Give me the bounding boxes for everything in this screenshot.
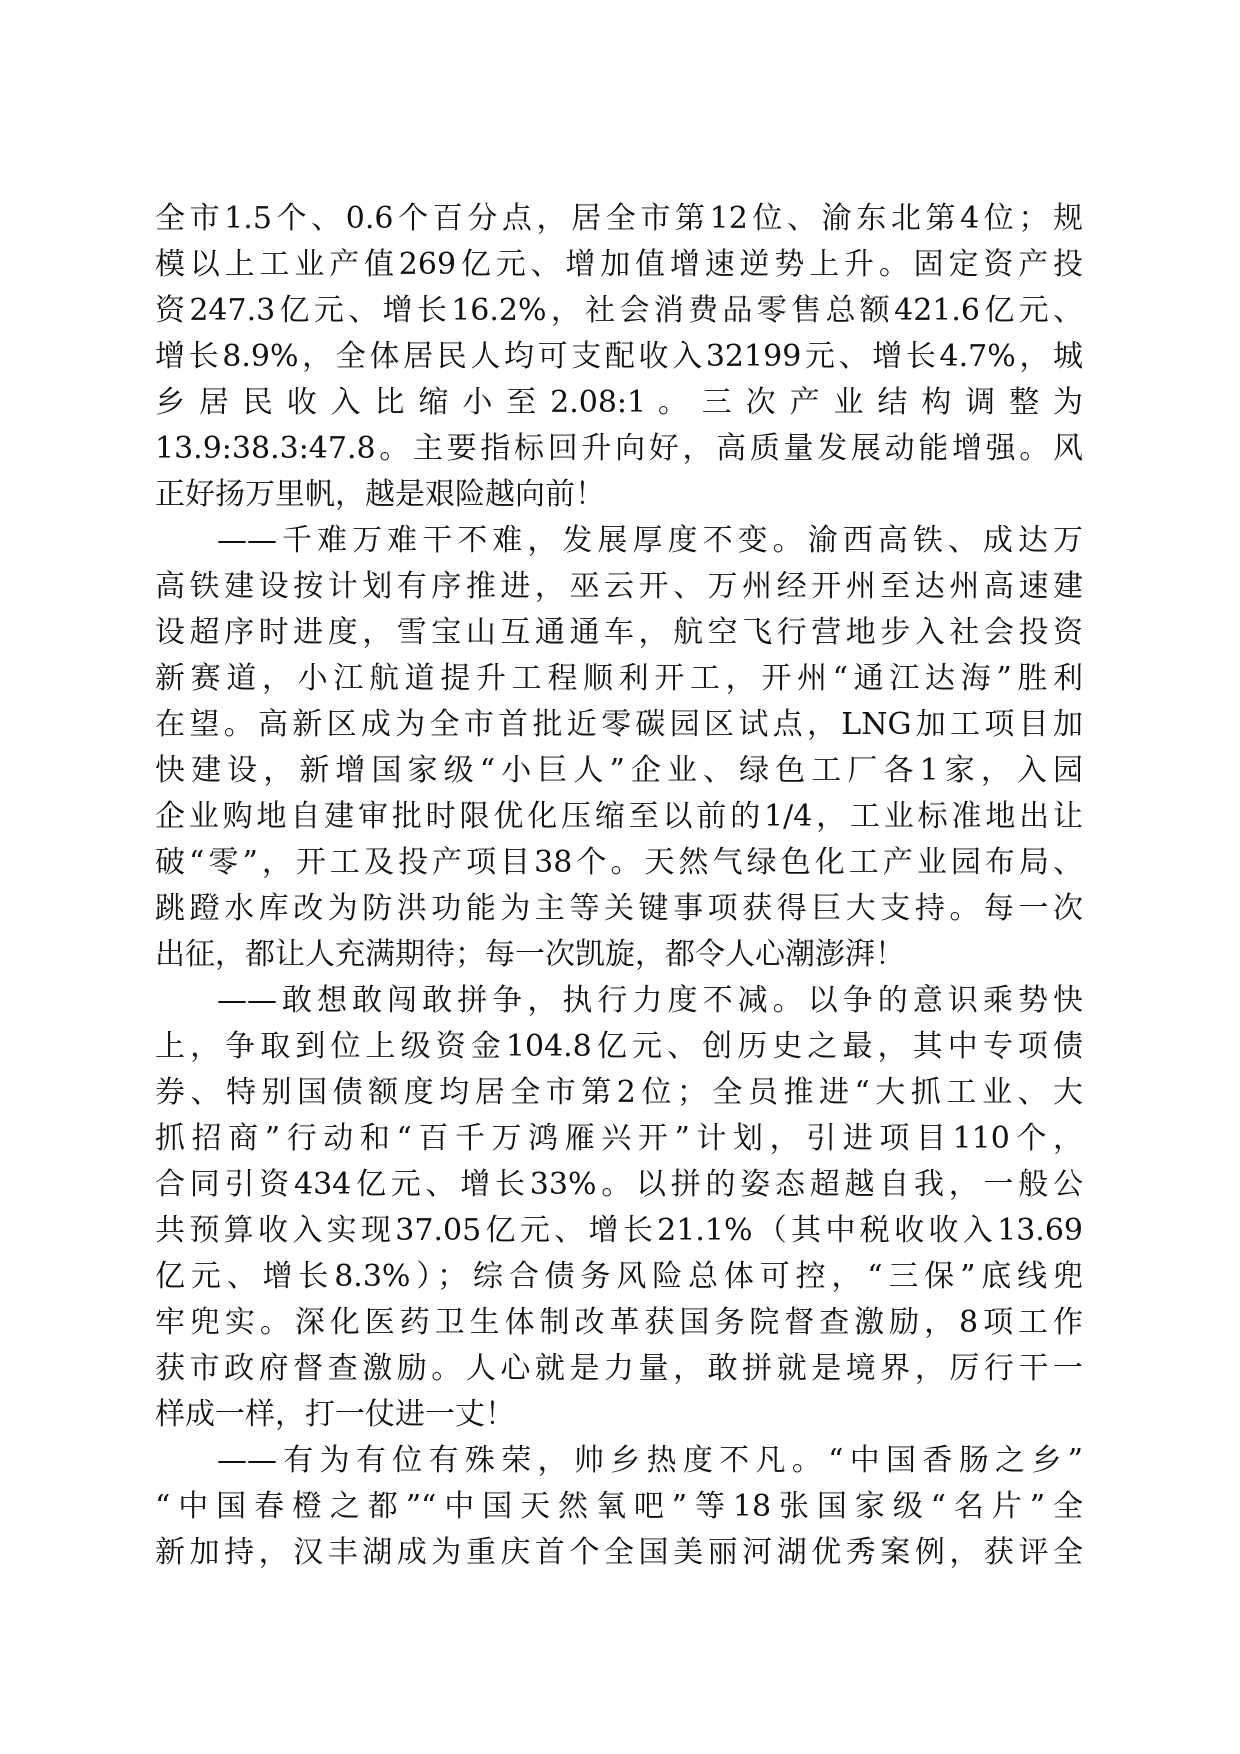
text-line: 券、特别国债额度均居全市第2位；全员推进“大抓工业、大	[155, 1075, 1083, 1110]
text-line: 共预算收入实现37.05亿元、增长21.1%（其中税收收入13.69	[155, 1213, 1083, 1248]
text-line: 13.9:38.3:47.8。主要指标回升向好，高质量发展动能增强。风	[155, 431, 1083, 466]
text-line: 新赛道，小江航道提升工程顺利开工，开州“通江达海”胜利	[155, 661, 1083, 696]
text-line: 高铁建设按计划有序推进，巫云开、万州经开州至达州高速建	[155, 569, 1083, 604]
text-line: 增长8.9%，全体居民人均可支配收入32199元、增长4.7%，城	[155, 339, 1083, 374]
body-text	[155, 196, 1083, 1576]
paragraph-start-line: ——千难万难干不难，发展厚度不变。渝西高铁、成达万	[217, 523, 1083, 558]
text-line: 全市1.5个、0.6个百分点，居全市第12位、渝东北第4位；规	[155, 201, 1083, 236]
text-line: 牢兜实。深化医药卫生体制改革获国务院督查激励，8项工作	[155, 1305, 1083, 1340]
text-line: 新加持，汉丰湖成为重庆首个全国美丽河湖优秀案例，获评全	[155, 1535, 1083, 1570]
text-line: 资247.3亿元、增长16.2%，社会消费品零售总额421.6亿元、	[155, 293, 1083, 328]
text-line: 亿元、增长8.3%）；综合债务风险总体可控，“三保”底线兜	[155, 1259, 1083, 1294]
text-line: 在望。高新区成为全市首批近零碳园区试点，LNG加工项目加	[155, 707, 1083, 742]
text-line: 抓招商”行动和“百千万鸿雁兴开”计划，引进项目110个，	[155, 1121, 1083, 1156]
text-line: 正好扬万里帆，越是艰险越向前！	[155, 477, 605, 512]
paragraph-start-line: ——敢想敢闯敢拼争，执行力度不减。以争的意识乘势快	[217, 983, 1083, 1018]
text-line: 设超序时进度，雪宝山互通通车，航空飞行营地步入社会投资	[155, 615, 1083, 650]
text-line: 破“零”，开工及投产项目38个。天然气绿色化工产业园布局、	[155, 845, 1083, 880]
text-line: 合同引资434亿元、增长33%。以拼的姿态超越自我，一般公	[155, 1167, 1083, 1202]
text-line: 快建设，新增国家级“小巨人”企业、绿色工厂各1家，入园	[155, 753, 1083, 788]
paragraph-start-line: ——有为有位有殊荣，帅乡热度不凡。“中国香肠之乡”	[217, 1443, 1083, 1478]
text-line: 跳蹬水库改为防洪功能为主等关键事项获得巨大支持。每一次	[155, 891, 1083, 926]
text-line: 企业购地自建审批时限优化压缩至以前的1/4，工业标准地出让	[155, 799, 1083, 834]
text-line: 获市政府督查激励。人心就是力量，敢拼就是境界，厉行干一	[155, 1351, 1083, 1386]
text-line: “中国春橙之都”“中国天然氧吧”等18张国家级“名片”全	[155, 1489, 1083, 1524]
text-line: 上，争取到位上级资金104.8亿元、创历史之最，其中专项债	[155, 1029, 1083, 1064]
text-line: 样成一样，打一仗进一丈！	[155, 1397, 515, 1432]
text-line: 乡 居 民 收 入 比 缩 小 至 2.08:1 。 三 次 产 业 结 构 调 整 为	[155, 385, 1083, 420]
text-line: 模以上工业产值269亿元、增加值增速逆势上升。固定资产投	[155, 247, 1083, 282]
text-line: 出征，都让人充满期待；每一次凯旋，都令人心潮澎湃！	[155, 937, 905, 972]
